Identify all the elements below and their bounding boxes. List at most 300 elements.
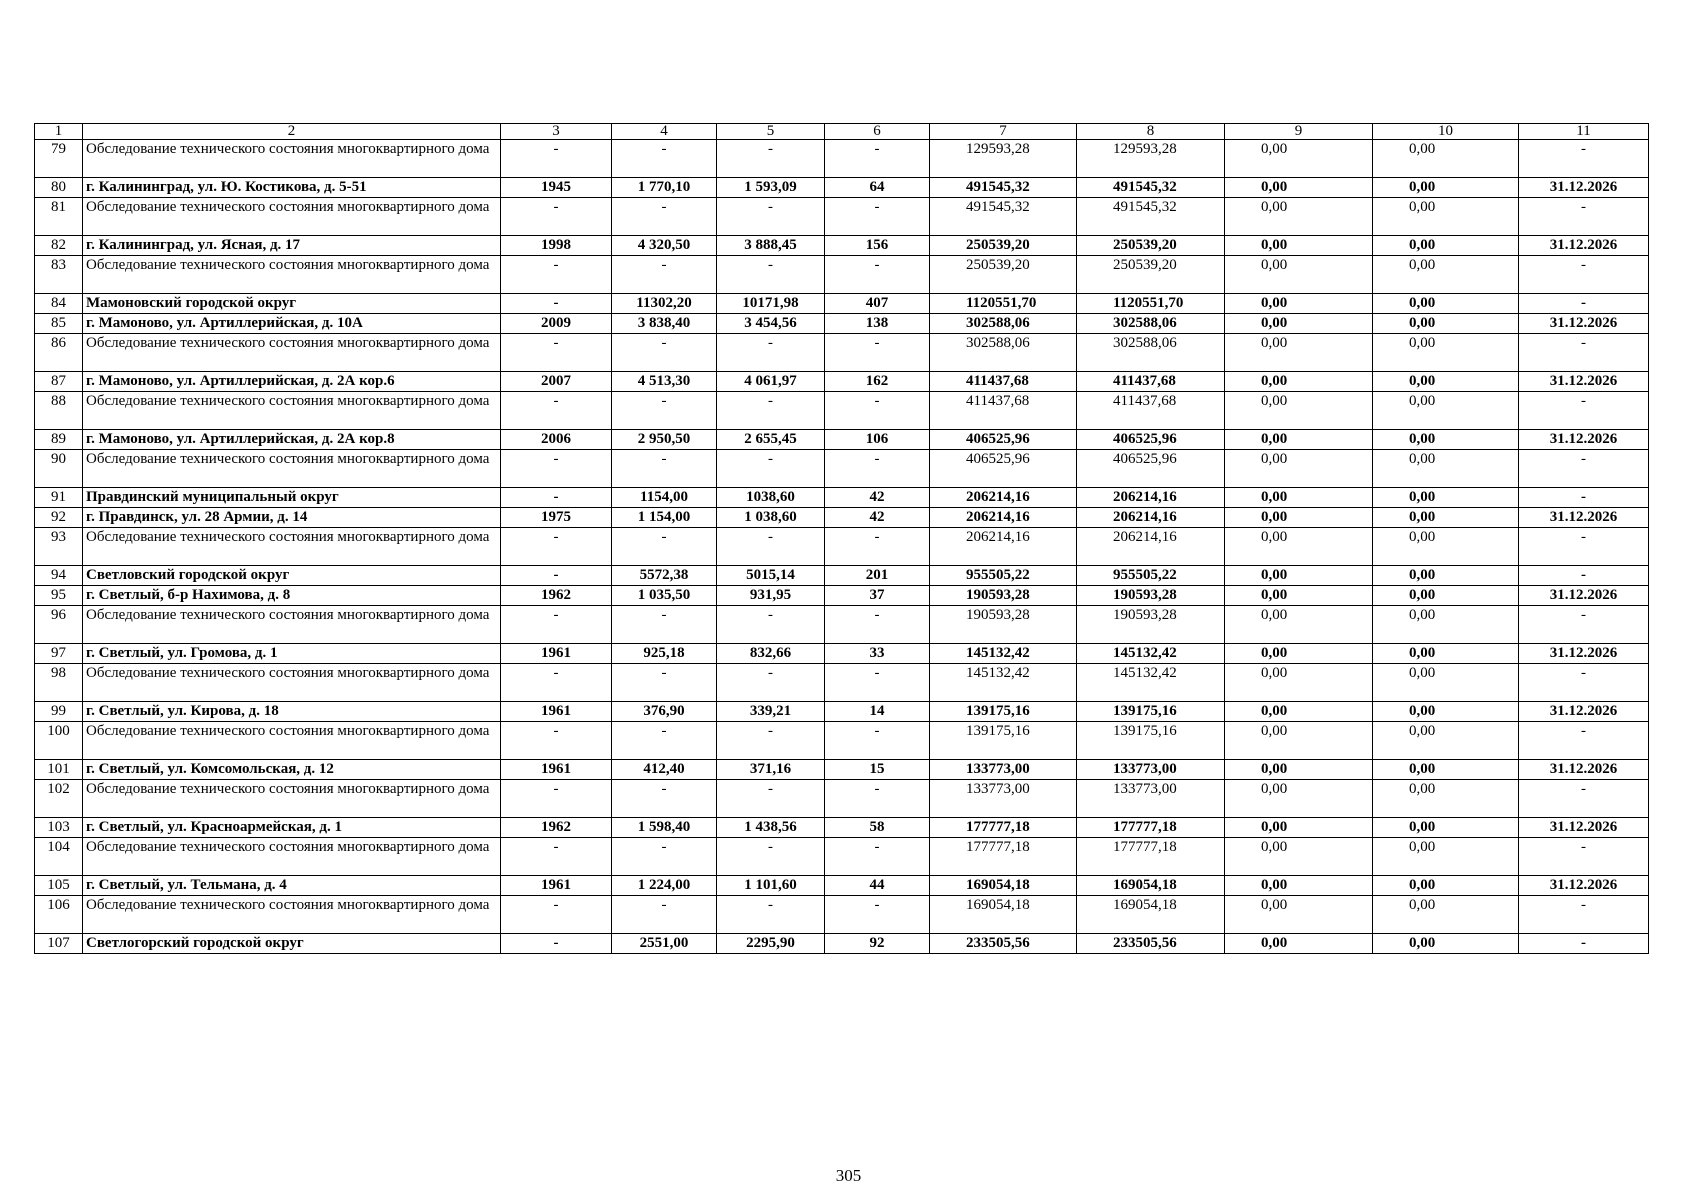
total-cost-cell: 133773,00: [930, 780, 1077, 818]
total-area-cell: 376,90: [612, 702, 717, 722]
table-row: [35, 314, 1649, 334]
object-name-cell: г. Мамоново, ул. Артиллерийская, д. 10А: [83, 314, 501, 334]
living-area-cell: -: [717, 392, 825, 430]
residents-cell: 156: [825, 236, 930, 256]
column-header: 7: [930, 124, 1077, 140]
year-cell: 1962: [501, 586, 612, 606]
row-number-cell: 97: [35, 644, 83, 664]
column-header: 4: [612, 124, 717, 140]
residents-cell: -: [825, 780, 930, 818]
total-cost-cell: 190593,28: [930, 606, 1077, 644]
deadline-cell: -: [1519, 140, 1649, 178]
row-number-cell: 98: [35, 664, 83, 702]
table-row: [35, 876, 1649, 896]
year-cell: -: [501, 392, 612, 430]
owners-cost-cell: 0,00: [1373, 450, 1519, 488]
owners-cost-cell: 0,00: [1373, 372, 1519, 392]
year-cell: -: [501, 488, 612, 508]
residents-cell: -: [825, 896, 930, 934]
year-cell: 2007: [501, 372, 612, 392]
budget-cost-cell: 0,00: [1225, 876, 1373, 896]
deadline-cell: 31.12.2026: [1519, 508, 1649, 528]
owners-cost-cell: 0,00: [1373, 198, 1519, 236]
table-row: [35, 236, 1649, 256]
residents-cell: 92: [825, 934, 930, 954]
object-name-cell: Мамоновский городской округ: [83, 294, 501, 314]
total-area-cell: -: [612, 896, 717, 934]
budget-cost-cell: 0,00: [1225, 198, 1373, 236]
living-area-cell: -: [717, 896, 825, 934]
fund-cost-cell: 491545,32: [1077, 198, 1225, 236]
budget-cost-cell: 0,00: [1225, 488, 1373, 508]
residents-cell: 33: [825, 644, 930, 664]
object-name-cell: Обследование технического состояния многоквартирного дома: [83, 334, 501, 372]
deadline-cell: 31.12.2026: [1519, 372, 1649, 392]
living-area-cell: -: [717, 450, 825, 488]
total-area-cell: -: [612, 664, 717, 702]
budget-cost-cell: 0,00: [1225, 256, 1373, 294]
object-name-cell: г. Светлый, ул. Кирова, д. 18: [83, 702, 501, 722]
total-cost-cell: 190593,28: [930, 586, 1077, 606]
owners-cost-cell: 0,00: [1373, 566, 1519, 586]
owners-cost-cell: 0,00: [1373, 430, 1519, 450]
fund-cost-cell: 206214,16: [1077, 528, 1225, 566]
year-cell: -: [501, 294, 612, 314]
living-area-cell: 832,66: [717, 644, 825, 664]
budget-cost-cell: 0,00: [1225, 294, 1373, 314]
total-area-cell: -: [612, 256, 717, 294]
total-cost-cell: 139175,16: [930, 722, 1077, 760]
year-cell: -: [501, 450, 612, 488]
total-area-cell: 2551,00: [612, 934, 717, 954]
row-number-cell: 85: [35, 314, 83, 334]
object-name-cell: г. Правдинск, ул. 28 Армии, д. 14: [83, 508, 501, 528]
living-area-cell: 1038,60: [717, 488, 825, 508]
deadline-cell: 31.12.2026: [1519, 702, 1649, 722]
table-row: [35, 606, 1649, 644]
fund-cost-cell: 169054,18: [1077, 896, 1225, 934]
total-area-cell: 3 838,40: [612, 314, 717, 334]
owners-cost-cell: 0,00: [1373, 780, 1519, 818]
total-cost-cell: 302588,06: [930, 334, 1077, 372]
total-cost-cell: 411437,68: [930, 372, 1077, 392]
object-name-cell: Обследование технического состояния многоквартирного дома: [83, 838, 501, 876]
year-cell: -: [501, 528, 612, 566]
page-number: 305: [835, 1166, 862, 1185]
table-row: [35, 838, 1649, 876]
year-cell: -: [501, 934, 612, 954]
column-header: 6: [825, 124, 930, 140]
year-cell: 1961: [501, 644, 612, 664]
object-name-cell: г. Светлый, ул. Громова, д. 1: [83, 644, 501, 664]
residents-cell: 162: [825, 372, 930, 392]
total-cost-cell: 250539,20: [930, 236, 1077, 256]
deadline-cell: -: [1519, 334, 1649, 372]
deadline-cell: -: [1519, 256, 1649, 294]
object-name-cell: Обследование технического состояния многоквартирного дома: [83, 664, 501, 702]
row-number-cell: 82: [35, 236, 83, 256]
row-number-cell: 90: [35, 450, 83, 488]
deadline-cell: -: [1519, 780, 1649, 818]
budget-cost-cell: 0,00: [1225, 372, 1373, 392]
budget-cost-cell: 0,00: [1225, 508, 1373, 528]
year-cell: -: [501, 566, 612, 586]
deadline-cell: -: [1519, 450, 1649, 488]
owners-cost-cell: 0,00: [1373, 838, 1519, 876]
residents-cell: -: [825, 392, 930, 430]
total-cost-cell: 169054,18: [930, 896, 1077, 934]
year-cell: -: [501, 606, 612, 644]
owners-cost-cell: 0,00: [1373, 294, 1519, 314]
table-row: [35, 372, 1649, 392]
total-area-cell: 1 035,50: [612, 586, 717, 606]
budget-cost-cell: 0,00: [1225, 702, 1373, 722]
total-area-cell: 1 154,00: [612, 508, 717, 528]
owners-cost-cell: 0,00: [1373, 508, 1519, 528]
fund-cost-cell: 190593,28: [1077, 606, 1225, 644]
row-number-cell: 100: [35, 722, 83, 760]
object-name-cell: Светлогорский городской округ: [83, 934, 501, 954]
owners-cost-cell: 0,00: [1373, 934, 1519, 954]
row-number-cell: 106: [35, 896, 83, 934]
total-area-cell: 412,40: [612, 760, 717, 780]
owners-cost-cell: 0,00: [1373, 702, 1519, 722]
table-row: [35, 586, 1649, 606]
owners-cost-cell: 0,00: [1373, 314, 1519, 334]
year-cell: -: [501, 722, 612, 760]
object-name-cell: г. Светлый, ул. Тельмана, д. 4: [83, 876, 501, 896]
year-cell: 1998: [501, 236, 612, 256]
fund-cost-cell: 233505,56: [1077, 934, 1225, 954]
total-area-cell: -: [612, 334, 717, 372]
residents-cell: -: [825, 838, 930, 876]
object-name-cell: г. Мамоново, ул. Артиллерийская, д. 2А кор.6: [83, 372, 501, 392]
total-cost-cell: 406525,96: [930, 430, 1077, 450]
total-cost-cell: 145132,42: [930, 664, 1077, 702]
object-name-cell: Обследование технического состояния многоквартирного дома: [83, 392, 501, 430]
row-number-cell: 80: [35, 178, 83, 198]
object-name-cell: Обследование технического состояния многоквартирного дома: [83, 722, 501, 760]
fund-cost-cell: 406525,96: [1077, 450, 1225, 488]
table-row: [35, 702, 1649, 722]
column-header: 10: [1373, 124, 1519, 140]
total-cost-cell: 491545,32: [930, 178, 1077, 198]
budget-cost-cell: 0,00: [1225, 178, 1373, 198]
owners-cost-cell: 0,00: [1373, 236, 1519, 256]
total-cost-cell: 206214,16: [930, 488, 1077, 508]
owners-cost-cell: 0,00: [1373, 644, 1519, 664]
total-cost-cell: 206214,16: [930, 528, 1077, 566]
column-header: 9: [1225, 124, 1373, 140]
column-header: 5: [717, 124, 825, 140]
object-name-cell: Обследование технического состояния многоквартирного дома: [83, 528, 501, 566]
total-area-cell: -: [612, 722, 717, 760]
year-cell: 1961: [501, 702, 612, 722]
row-number-cell: 86: [35, 334, 83, 372]
residents-cell: -: [825, 140, 930, 178]
object-name-cell: Обследование технического состояния многоквартирного дома: [83, 780, 501, 818]
deadline-cell: 31.12.2026: [1519, 818, 1649, 838]
total-cost-cell: 139175,16: [930, 702, 1077, 722]
total-cost-cell: 206214,16: [930, 508, 1077, 528]
year-cell: -: [501, 664, 612, 702]
residents-cell: 14: [825, 702, 930, 722]
budget-cost-cell: 0,00: [1225, 722, 1373, 760]
table-row: [35, 664, 1649, 702]
owners-cost-cell: 0,00: [1373, 876, 1519, 896]
column-header: 1: [35, 124, 83, 140]
fund-cost-cell: 139175,16: [1077, 702, 1225, 722]
deadline-cell: -: [1519, 934, 1649, 954]
deadline-cell: -: [1519, 606, 1649, 644]
residents-cell: 44: [825, 876, 930, 896]
budget-cost-cell: 0,00: [1225, 818, 1373, 838]
owners-cost-cell: 0,00: [1373, 392, 1519, 430]
living-area-cell: 1 101,60: [717, 876, 825, 896]
table-row: [35, 528, 1649, 566]
total-area-cell: -: [612, 838, 717, 876]
deadline-cell: 31.12.2026: [1519, 236, 1649, 256]
object-name-cell: г. Калининград, ул. Ю. Костикова, д. 5-51: [83, 178, 501, 198]
budget-cost-cell: 0,00: [1225, 236, 1373, 256]
fund-cost-cell: 491545,32: [1077, 178, 1225, 198]
total-cost-cell: 302588,06: [930, 314, 1077, 334]
total-area-cell: 1 598,40: [612, 818, 717, 838]
fund-cost-cell: 250539,20: [1077, 256, 1225, 294]
deadline-cell: -: [1519, 528, 1649, 566]
total-cost-cell: 406525,96: [930, 450, 1077, 488]
total-cost-cell: 145132,42: [930, 644, 1077, 664]
living-area-cell: -: [717, 780, 825, 818]
fund-cost-cell: 1120551,70: [1077, 294, 1225, 314]
budget-cost-cell: 0,00: [1225, 450, 1373, 488]
column-header: 3: [501, 124, 612, 140]
year-cell: 2006: [501, 430, 612, 450]
owners-cost-cell: 0,00: [1373, 528, 1519, 566]
total-area-cell: 4 513,30: [612, 372, 717, 392]
object-name-cell: г. Мамоново, ул. Артиллерийская, д. 2А кор.8: [83, 430, 501, 450]
total-area-cell: 5572,38: [612, 566, 717, 586]
row-number-cell: 93: [35, 528, 83, 566]
fund-cost-cell: 177777,18: [1077, 838, 1225, 876]
owners-cost-cell: 0,00: [1373, 760, 1519, 780]
row-number-cell: 89: [35, 430, 83, 450]
fund-cost-cell: 302588,06: [1077, 334, 1225, 372]
residents-cell: -: [825, 722, 930, 760]
fund-cost-cell: 206214,16: [1077, 488, 1225, 508]
year-cell: -: [501, 140, 612, 178]
total-cost-cell: 177777,18: [930, 838, 1077, 876]
deadline-cell: 31.12.2026: [1519, 876, 1649, 896]
living-area-cell: 3 454,56: [717, 314, 825, 334]
object-name-cell: Правдинский муниципальный округ: [83, 488, 501, 508]
residents-cell: -: [825, 664, 930, 702]
table-row: [35, 334, 1649, 372]
table-row: [35, 430, 1649, 450]
living-area-cell: -: [717, 838, 825, 876]
fund-cost-cell: 250539,20: [1077, 236, 1225, 256]
table-row: [35, 722, 1649, 760]
year-cell: -: [501, 198, 612, 236]
residents-cell: 15: [825, 760, 930, 780]
table-row: [35, 896, 1649, 934]
living-area-cell: 4 061,97: [717, 372, 825, 392]
living-area-cell: -: [717, 256, 825, 294]
living-area-cell: 2295,90: [717, 934, 825, 954]
owners-cost-cell: 0,00: [1373, 334, 1519, 372]
residents-cell: 42: [825, 508, 930, 528]
total-cost-cell: 129593,28: [930, 140, 1077, 178]
fund-cost-cell: 406525,96: [1077, 430, 1225, 450]
object-name-cell: г. Светлый, ул. Красноармейская, д. 1: [83, 818, 501, 838]
total-area-cell: -: [612, 392, 717, 430]
row-number-cell: 107: [35, 934, 83, 954]
year-cell: 1961: [501, 876, 612, 896]
fund-cost-cell: 302588,06: [1077, 314, 1225, 334]
living-area-cell: 1 038,60: [717, 508, 825, 528]
year-cell: 1962: [501, 818, 612, 838]
living-area-cell: -: [717, 334, 825, 372]
owners-cost-cell: 0,00: [1373, 178, 1519, 198]
table-row: [35, 818, 1649, 838]
object-name-cell: Обследование технического состояния многоквартирного дома: [83, 198, 501, 236]
residents-cell: 201: [825, 566, 930, 586]
row-number-cell: 95: [35, 586, 83, 606]
owners-cost-cell: 0,00: [1373, 896, 1519, 934]
total-area-cell: -: [612, 198, 717, 236]
deadline-cell: -: [1519, 294, 1649, 314]
living-area-cell: -: [717, 140, 825, 178]
fund-cost-cell: 177777,18: [1077, 818, 1225, 838]
object-name-cell: Светловский городской округ: [83, 566, 501, 586]
owners-cost-cell: 0,00: [1373, 140, 1519, 178]
living-area-cell: 3 888,45: [717, 236, 825, 256]
table-row: [35, 488, 1649, 508]
total-area-cell: 2 950,50: [612, 430, 717, 450]
living-area-cell: 5015,14: [717, 566, 825, 586]
budget-cost-cell: 0,00: [1225, 664, 1373, 702]
budget-cost-cell: 0,00: [1225, 566, 1373, 586]
total-area-cell: 1 224,00: [612, 876, 717, 896]
fund-cost-cell: 411437,68: [1077, 392, 1225, 430]
year-cell: -: [501, 334, 612, 372]
table-row: [35, 178, 1649, 198]
row-number-cell: 102: [35, 780, 83, 818]
budget-cost-cell: 0,00: [1225, 644, 1373, 664]
deadline-cell: 31.12.2026: [1519, 644, 1649, 664]
table-row: [35, 392, 1649, 430]
year-cell: 1975: [501, 508, 612, 528]
row-number-cell: 83: [35, 256, 83, 294]
living-area-cell: 1 593,09: [717, 178, 825, 198]
table-row: [35, 508, 1649, 528]
total-area-cell: 1154,00: [612, 488, 717, 508]
fund-cost-cell: 133773,00: [1077, 780, 1225, 818]
year-cell: 2009: [501, 314, 612, 334]
budget-cost-cell: 0,00: [1225, 334, 1373, 372]
deadline-cell: 31.12.2026: [1519, 430, 1649, 450]
deadline-cell: 31.12.2026: [1519, 314, 1649, 334]
fund-cost-cell: 145132,42: [1077, 644, 1225, 664]
fund-cost-cell: 206214,16: [1077, 508, 1225, 528]
total-area-cell: -: [612, 780, 717, 818]
total-area-cell: -: [612, 450, 717, 488]
fund-cost-cell: 139175,16: [1077, 722, 1225, 760]
total-area-cell: 1 770,10: [612, 178, 717, 198]
deadline-cell: 31.12.2026: [1519, 760, 1649, 780]
fund-cost-cell: 190593,28: [1077, 586, 1225, 606]
object-name-cell: Обследование технического состояния многоквартирного дома: [83, 450, 501, 488]
object-name-cell: Обследование технического состояния многоквартирного дома: [83, 140, 501, 178]
total-cost-cell: 1120551,70: [930, 294, 1077, 314]
row-number-cell: 96: [35, 606, 83, 644]
column-header: 8: [1077, 124, 1225, 140]
total-cost-cell: 491545,32: [930, 198, 1077, 236]
owners-cost-cell: 0,00: [1373, 818, 1519, 838]
budget-cost-cell: 0,00: [1225, 838, 1373, 876]
budget-cost-cell: 0,00: [1225, 430, 1373, 450]
residents-cell: -: [825, 450, 930, 488]
deadline-cell: -: [1519, 392, 1649, 430]
deadline-cell: -: [1519, 838, 1649, 876]
table-row: [35, 198, 1649, 236]
deadline-cell: -: [1519, 664, 1649, 702]
fund-cost-cell: 411437,68: [1077, 372, 1225, 392]
fund-cost-cell: 133773,00: [1077, 760, 1225, 780]
budget-cost-cell: 0,00: [1225, 392, 1373, 430]
total-cost-cell: 133773,00: [930, 760, 1077, 780]
deadline-cell: 31.12.2026: [1519, 586, 1649, 606]
living-area-cell: -: [717, 664, 825, 702]
year-cell: -: [501, 896, 612, 934]
total-area-cell: 11302,20: [612, 294, 717, 314]
total-cost-cell: 955505,22: [930, 566, 1077, 586]
row-number-cell: 104: [35, 838, 83, 876]
fund-cost-cell: 145132,42: [1077, 664, 1225, 702]
total-cost-cell: 411437,68: [930, 392, 1077, 430]
living-area-cell: 2 655,45: [717, 430, 825, 450]
table-row: [35, 256, 1649, 294]
budget-cost-cell: 0,00: [1225, 314, 1373, 334]
table-row: [35, 450, 1649, 488]
residents-cell: -: [825, 334, 930, 372]
housing-program-table: [34, 123, 1649, 954]
total-area-cell: 4 320,50: [612, 236, 717, 256]
residents-cell: -: [825, 256, 930, 294]
living-area-cell: -: [717, 528, 825, 566]
owners-cost-cell: 0,00: [1373, 488, 1519, 508]
total-cost-cell: 177777,18: [930, 818, 1077, 838]
column-header: 2: [83, 124, 501, 140]
residents-cell: -: [825, 198, 930, 236]
year-cell: -: [501, 780, 612, 818]
living-area-cell: -: [717, 722, 825, 760]
living-area-cell: -: [717, 198, 825, 236]
budget-cost-cell: 0,00: [1225, 140, 1373, 178]
total-cost-cell: 169054,18: [930, 876, 1077, 896]
budget-cost-cell: 0,00: [1225, 586, 1373, 606]
residents-cell: 37: [825, 586, 930, 606]
residents-cell: 407: [825, 294, 930, 314]
year-cell: 1945: [501, 178, 612, 198]
table-row: [35, 566, 1649, 586]
object-name-cell: г. Светлый, б-р Нахимова, д. 8: [83, 586, 501, 606]
total-area-cell: -: [612, 606, 717, 644]
residents-cell: 58: [825, 818, 930, 838]
owners-cost-cell: 0,00: [1373, 256, 1519, 294]
residents-cell: 64: [825, 178, 930, 198]
total-area-cell: 925,18: [612, 644, 717, 664]
